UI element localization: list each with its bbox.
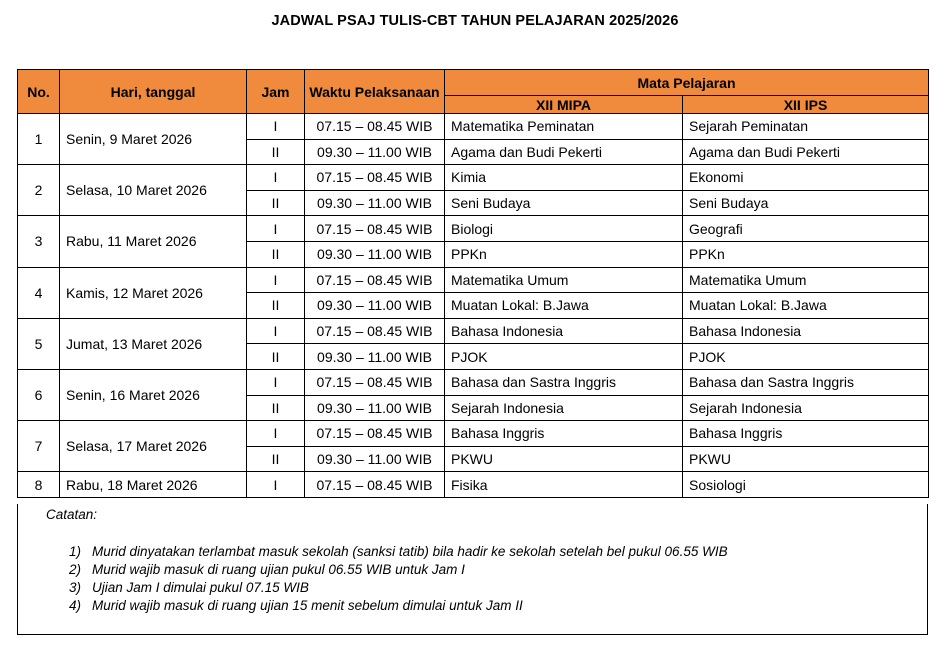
note-number: 1)	[69, 544, 82, 559]
row-number: 2	[18, 165, 60, 216]
table-row	[18, 472, 929, 498]
row-day: Selasa, 10 Maret 2026	[60, 165, 247, 216]
header-time: Waktu Pelaksanaan	[305, 70, 445, 114]
row-day: Rabu, 18 Maret 2026	[60, 472, 247, 498]
note-text: Murid dinyatakan terlambat masuk sekolah (sanksi tatib) bila hadir ke sekolah setelah bel pukul 06.55 WIB	[92, 544, 728, 559]
header-subjects: Mata Pelajaran	[445, 70, 929, 96]
row-subject-mipa: Bahasa Indonesia	[445, 318, 683, 344]
note-number: 3)	[69, 580, 82, 595]
row-subject-ips: Agama dan Budi Pekerti	[683, 139, 929, 165]
row-time: 09.30 – 11.00 WIB	[305, 241, 445, 267]
row-subject-ips: Muatan Lokal: B.Jawa	[683, 293, 929, 319]
row-time: 07.15 – 08.45 WIB	[305, 472, 445, 498]
row-time: 07.15 – 08.45 WIB	[305, 216, 445, 242]
row-number: 5	[18, 318, 60, 369]
row-subject-ips: PPKn	[683, 241, 929, 267]
table-row	[18, 318, 929, 344]
row-subject-ips: PJOK	[683, 344, 929, 370]
row-session: I	[247, 165, 305, 191]
row-subject-ips: Sejarah Indonesia	[683, 395, 929, 421]
document-title: JADWAL PSAJ TULIS-CBT TAHUN PELAJARAN 2025/2026	[271, 13, 679, 29]
header-ips: XII IPS	[683, 96, 929, 114]
row-subject-mipa: Biologi	[445, 216, 683, 242]
row-subject-mipa: Muatan Lokal: B.Jawa	[445, 293, 683, 319]
row-subject-ips: Matematika Umum	[683, 267, 929, 293]
notes-heading: Catatan:	[46, 507, 98, 522]
row-session: I	[247, 267, 305, 293]
note-text: Ujian Jam I dimulai pukul 07.15 WIB	[92, 580, 309, 595]
row-subject-ips: Seni Budaya	[683, 190, 929, 216]
table-row	[18, 114, 929, 140]
row-subject-mipa: Kimia	[445, 165, 683, 191]
note-item	[69, 543, 728, 561]
row-session: I	[247, 472, 305, 498]
notes-list	[69, 543, 728, 615]
table-row	[18, 369, 929, 395]
row-number: 4	[18, 267, 60, 318]
row-time: 07.15 – 08.45 WIB	[305, 421, 445, 447]
row-subject-ips: Bahasa Inggris	[683, 421, 929, 447]
row-time: 09.30 – 11.00 WIB	[305, 139, 445, 165]
row-subject-mipa: Fisika	[445, 472, 683, 498]
row-subject-mipa: Seni Budaya	[445, 190, 683, 216]
header-mipa: XII MIPA	[445, 96, 683, 114]
row-time: 07.15 – 08.45 WIB	[305, 318, 445, 344]
note-item	[69, 597, 728, 615]
header-day: Hari, tanggal	[60, 70, 247, 114]
row-subject-mipa: Bahasa dan Sastra Inggris	[445, 369, 683, 395]
row-subject-mipa: Matematika Peminatan	[445, 114, 683, 140]
row-number: 7	[18, 421, 60, 472]
row-session: I	[247, 318, 305, 344]
row-number: 6	[18, 369, 60, 420]
row-subject-mipa: Matematika Umum	[445, 267, 683, 293]
row-subject-ips: PKWU	[683, 446, 929, 472]
row-time: 09.30 – 11.00 WIB	[305, 344, 445, 370]
row-session: II	[247, 293, 305, 319]
row-subject-mipa: Sejarah Indonesia	[445, 395, 683, 421]
row-number: 1	[18, 114, 60, 165]
row-session: II	[247, 395, 305, 421]
row-session: I	[247, 421, 305, 447]
table-header	[18, 70, 929, 114]
row-session: I	[247, 216, 305, 242]
row-time: 07.15 – 08.45 WIB	[305, 114, 445, 140]
row-session: II	[247, 344, 305, 370]
table-row	[18, 165, 929, 191]
row-subject-ips: Ekonomi	[683, 165, 929, 191]
row-subject-mipa: PKWU	[445, 446, 683, 472]
row-day: Jumat, 13 Maret 2026	[60, 318, 247, 369]
row-day: Senin, 16 Maret 2026	[60, 369, 247, 420]
note-number: 2)	[69, 562, 82, 577]
header-no: No.	[18, 70, 60, 114]
row-subject-ips: Sejarah Peminatan	[683, 114, 929, 140]
row-subject-ips: Bahasa dan Sastra Inggris	[683, 369, 929, 395]
table-body	[18, 114, 929, 498]
note-text: Murid wajib masuk di ruang ujian pukul 06.55 WIB untuk Jam I	[92, 562, 465, 577]
row-subject-mipa: Agama dan Budi Pekerti	[445, 139, 683, 165]
row-subject-ips: Geografi	[683, 216, 929, 242]
table-row	[18, 421, 929, 447]
row-subject-mipa: Bahasa Inggris	[445, 421, 683, 447]
row-session: II	[247, 446, 305, 472]
row-number: 3	[18, 216, 60, 267]
note-number: 4)	[69, 598, 82, 613]
header-session: Jam	[247, 70, 305, 114]
note-text: Murid wajib masuk di ruang ujian 15 menit sebelum dimulai untuk Jam II	[92, 598, 523, 613]
note-item	[69, 561, 728, 579]
row-day: Senin, 9 Maret 2026	[60, 114, 247, 165]
row-subject-ips: Sosiologi	[683, 472, 929, 498]
row-subject-mipa: PJOK	[445, 344, 683, 370]
row-day: Selasa, 17 Maret 2026	[60, 421, 247, 472]
row-session: II	[247, 139, 305, 165]
row-session: II	[247, 190, 305, 216]
row-time: 09.30 – 11.00 WIB	[305, 190, 445, 216]
row-session: I	[247, 369, 305, 395]
row-session: I	[247, 114, 305, 140]
row-day: Kamis, 12 Maret 2026	[60, 267, 247, 318]
notes-box	[17, 504, 928, 635]
note-item	[69, 579, 728, 597]
table-row	[18, 267, 929, 293]
table-row	[18, 216, 929, 242]
row-time: 09.30 – 11.00 WIB	[305, 395, 445, 421]
row-time: 09.30 – 11.00 WIB	[305, 446, 445, 472]
row-time: 07.15 – 08.45 WIB	[305, 165, 445, 191]
row-subject-ips: Bahasa Indonesia	[683, 318, 929, 344]
row-number: 8	[18, 472, 60, 498]
schedule-table	[17, 69, 929, 498]
row-day: Rabu, 11 Maret 2026	[60, 216, 247, 267]
row-time: 09.30 – 11.00 WIB	[305, 293, 445, 319]
row-time: 07.15 – 08.45 WIB	[305, 369, 445, 395]
row-session: II	[247, 241, 305, 267]
row-subject-mipa: PPKn	[445, 241, 683, 267]
row-time: 07.15 – 08.45 WIB	[305, 267, 445, 293]
